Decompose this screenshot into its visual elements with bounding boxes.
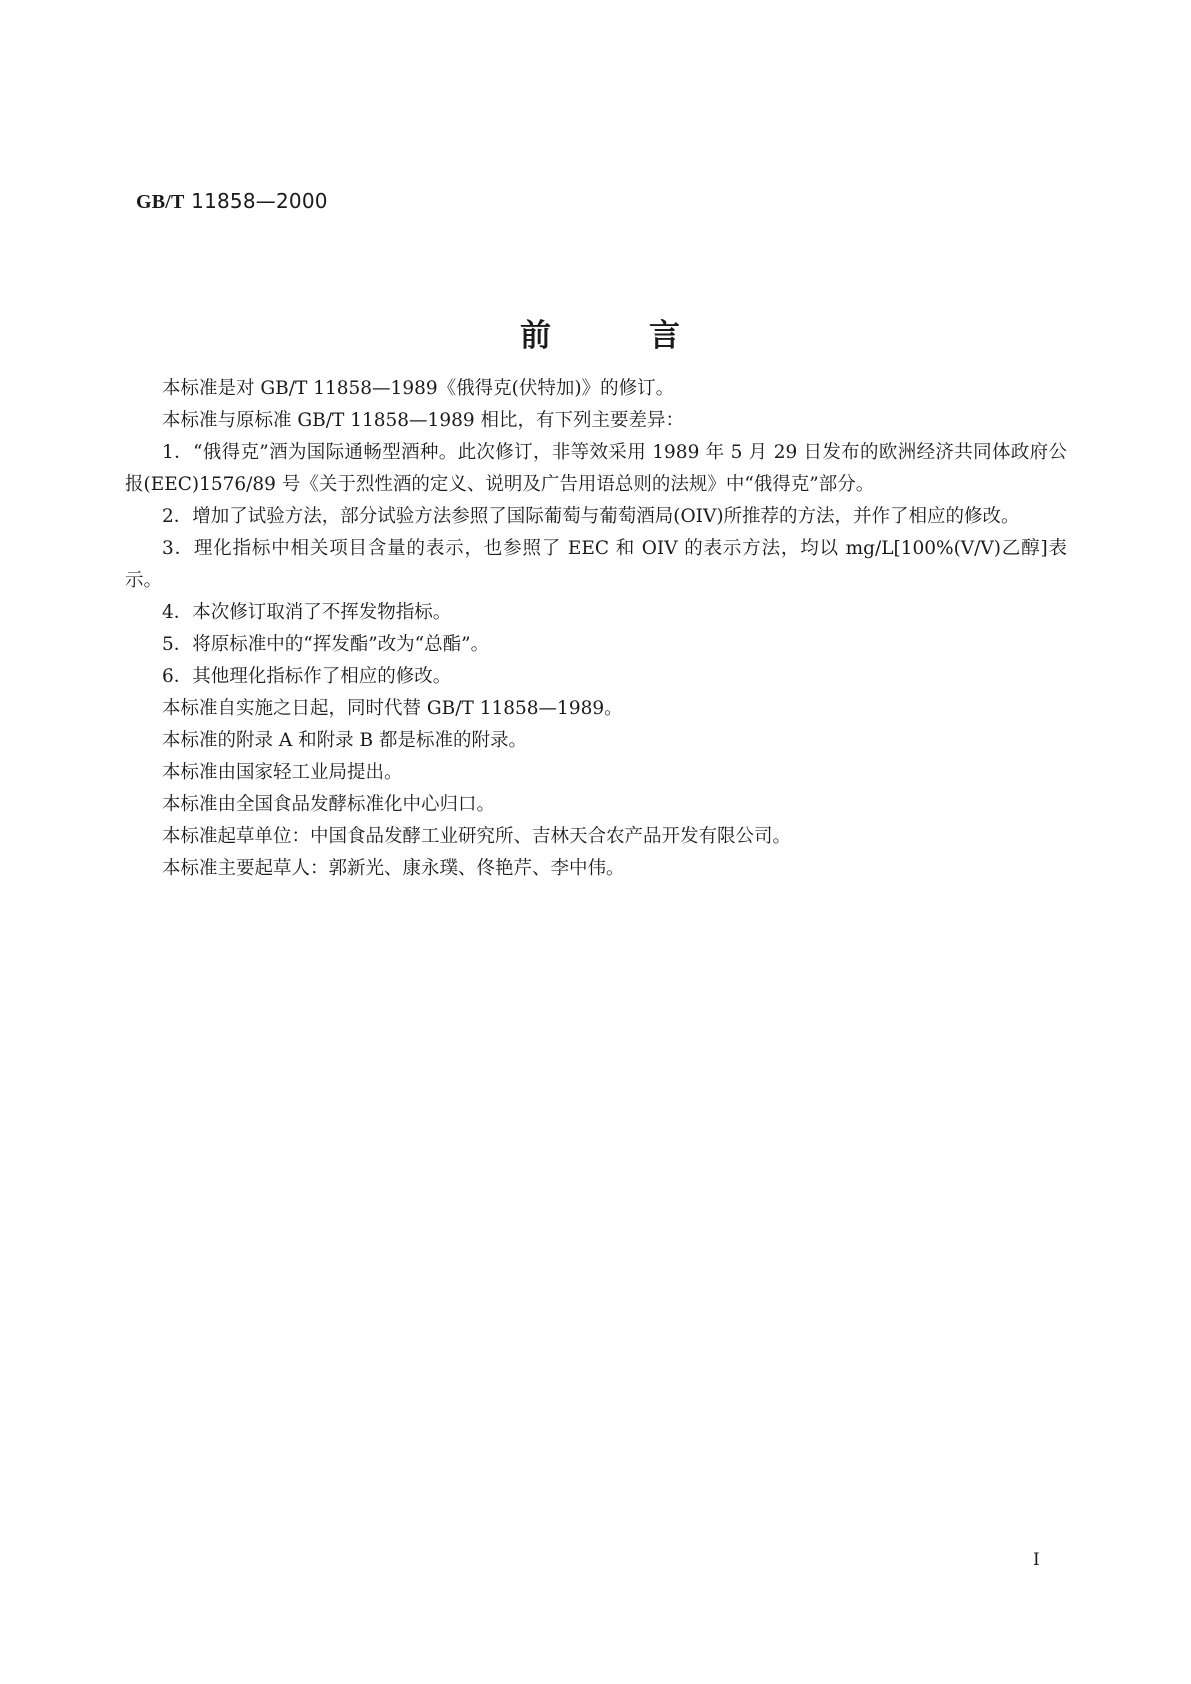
paragraph-11: 本标准由国家轻工业局提出。	[162, 762, 403, 783]
paragraph-13: 本标准起草单位：中国食品发酵工业研究所、吉林天合农产品开发有限公司。	[162, 826, 792, 847]
paragraph-2: 本标准与原标准 GB/T 11858—1989 相比，有下列主要差异：	[162, 410, 685, 431]
standard-code-number: 11858—2000	[191, 189, 328, 213]
paragraph-10: 本标准的附录 A 和附录 B 都是标准的附录。	[162, 730, 527, 751]
page-title-char-1: 前	[520, 318, 551, 354]
paragraph-3: 1．“俄得克”酒为国际通畅型酒种。此次修订，非等效采用 1989 年 5 月 29 日发布的欧洲经济共同体政府公报(EEC)1576/89 号《关于烈性酒的定义、说明及广告用语总则的法规》中“俄得克”部分。	[125, 442, 1067, 495]
page-number: I	[1033, 1550, 1040, 1570]
paragraph-7: 5．将原标准中的“挥发酯”改为“总酯”。	[162, 634, 490, 655]
paragraph-12: 本标准由全国食品发酵标准化中心归口。	[162, 794, 496, 815]
standard-code-header	[136, 189, 328, 214]
standard-code-prefix: GB/T	[136, 191, 185, 213]
paragraph-9: 本标准自实施之日起，同时代替 GB/T 11858—1989。	[162, 698, 623, 719]
paragraph-14: 本标准主要起草人：郭新光、康永璞、佟艳芹、李中伟。	[162, 858, 625, 879]
page-title-char-2: 言	[649, 318, 680, 354]
paragraph-5: 3．理化指标中相关项目含量的表示，也参照了 EEC 和 OIV 的表示方法，均以 mg/L[100%(V/V)乙醇]表示。	[125, 538, 1067, 591]
paragraph-8: 6．其他理化指标作了相应的修改。	[162, 666, 452, 687]
paragraph-4: 2．增加了试验方法，部分试验方法参照了国际葡萄与葡萄酒局(OIV)所推荐的方法，并作了相应的修改。	[162, 506, 1020, 527]
paragraph-6: 4．本次修订取消了不挥发物指标。	[162, 602, 452, 623]
foreword-body	[125, 373, 1067, 885]
paragraph-1: 本标准是对 GB/T 11858—1989《俄得克(伏特加)》的修订。	[162, 378, 675, 399]
page-title	[520, 310, 680, 355]
